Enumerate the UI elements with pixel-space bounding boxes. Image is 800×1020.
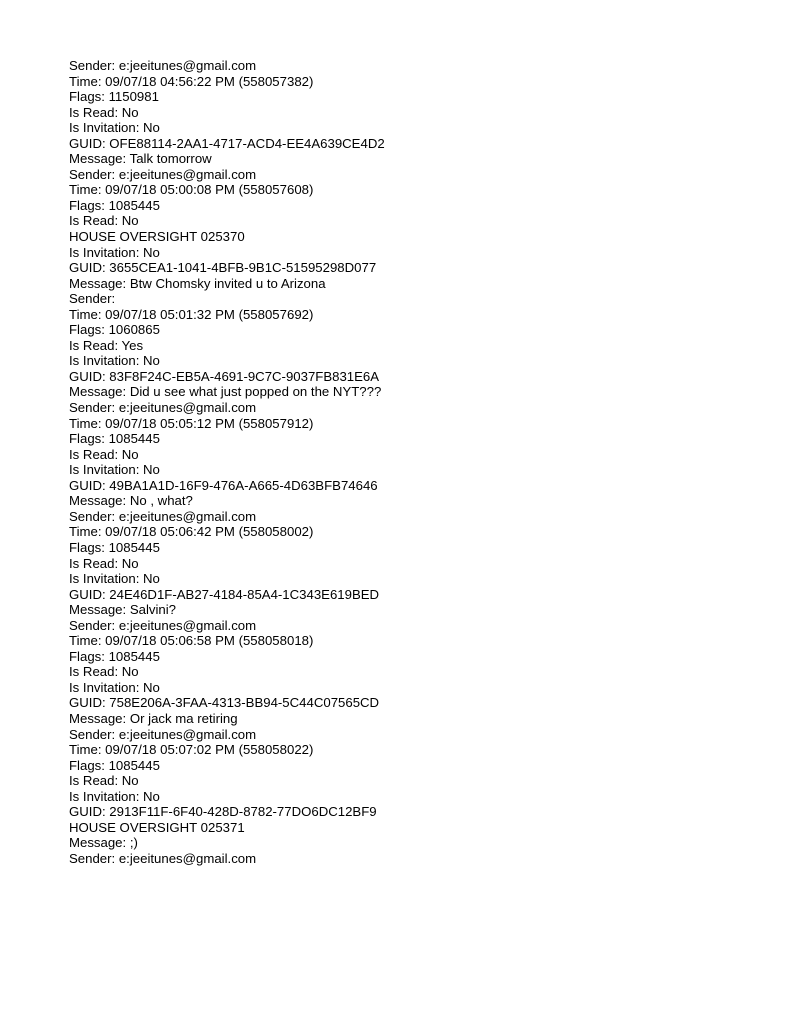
is-read-line: Is Read: No [69, 773, 139, 789]
flags-line: Flags: 1085445 [69, 197, 160, 213]
is-read-line: Is Read: Yes [69, 337, 144, 353]
message-line: Message: Or jack ma retiring [69, 710, 238, 726]
sender-line: Sender: [69, 291, 116, 307]
guid-line: GUID: 24E46D1F-AB27-4184-85A4-1C343E619BED [69, 586, 380, 602]
guid-line: GUID: 49BA1A1D-16F9-476A-A665-4D63BFB74646 [69, 477, 378, 493]
is-read-line: Is Read: No [69, 446, 139, 462]
time-line: Time: 09/07/18 05:05:12 PM (558057912) [69, 415, 314, 431]
is-read-line: Is Read: No [69, 664, 139, 680]
message-line: Message: No , what? [69, 493, 193, 509]
sender-line: Sender: e:jeeitunes@gmail.com [69, 508, 257, 524]
is-read-line: Is Read: No [69, 555, 139, 571]
sender-line: Sender: e:jeeitunes@gmail.com [69, 58, 257, 73]
is-invitation-line: Is Invitation: No [69, 679, 160, 695]
guid-line: GUID: 83F8F24C-EB5A-4691-9C7C-9037FB831E6A [69, 368, 380, 384]
message-line: Message: Salvini? [69, 602, 177, 618]
bates-stamp: HOUSE OVERSIGHT 025371 [69, 819, 245, 835]
sender-line: Sender: e:jeeitunes@gmail.com [69, 166, 257, 182]
message-line: Message: Talk tomorrow [69, 151, 212, 167]
is-invitation-line: Is Invitation: No [69, 244, 160, 260]
message-line: Message: ;) [69, 835, 138, 851]
time-line: Time: 09/07/18 05:07:02 PM (558058022) [69, 742, 314, 758]
time-line: Time: 09/07/18 05:06:42 PM (558058002) [69, 524, 314, 540]
guid-line: GUID: 2913F11F-6F40-428D-8782-77DO6DC12BF9 [69, 804, 377, 820]
flags-line: Flags: 1085445 [69, 648, 160, 664]
is-read-line: Is Read: No [69, 104, 139, 120]
guid-line: GUID: OFE88114-2AA1-4717-ACD4-EE4A639CE4D2 [69, 135, 385, 151]
is-invitation-line: Is Invitation: No [69, 571, 160, 587]
time-line: Time: 09/07/18 05:01:32 PM (558057692) [69, 306, 314, 322]
time-line: Time: 09/07/18 04:56:22 PM (558057382) [69, 73, 314, 89]
time-line: Time: 09/07/18 05:00:08 PM (558057608) [69, 182, 314, 198]
flags-line: Flags: 1085445 [69, 431, 160, 447]
message-line: Message: Did u see what just popped on the NYT??? [69, 384, 382, 400]
bates-stamp: HOUSE OVERSIGHT 025370 [69, 229, 245, 245]
message-log [69, 58, 769, 866]
sender-line: Sender: e:jeeitunes@gmail.com [69, 617, 257, 633]
guid-line: GUID: 3655CEA1-1041-4BFB-9B1C-51595298D077 [69, 260, 377, 276]
is-invitation-line: Is Invitation: No [69, 120, 160, 136]
is-invitation-line: Is Invitation: No [69, 788, 160, 804]
is-read-line: Is Read: No [69, 213, 139, 229]
guid-line: GUID: 758E206A-3FAA-4313-BB94-5C44C07565CD [69, 695, 380, 711]
flags-line: Flags: 1150981 [69, 89, 159, 105]
sender-line: Sender: e:jeeitunes@gmail.com [69, 400, 257, 416]
sender-line: Sender: e:jeeitunes@gmail.com [69, 726, 257, 742]
flags-line: Flags: 1085445 [69, 539, 160, 555]
is-invitation-line: Is Invitation: No [69, 462, 160, 478]
sender-line: Sender: e:jeeitunes@gmail.com [69, 850, 257, 866]
message-line: Message: Btw Chomsky invited u to Arizona [69, 275, 326, 291]
time-line: Time: 09/07/18 05:06:58 PM (558058018) [69, 633, 314, 649]
flags-line: Flags: 1085445 [69, 757, 160, 773]
is-invitation-line: Is Invitation: No [69, 353, 160, 369]
flags-line: Flags: 1060865 [69, 322, 160, 338]
